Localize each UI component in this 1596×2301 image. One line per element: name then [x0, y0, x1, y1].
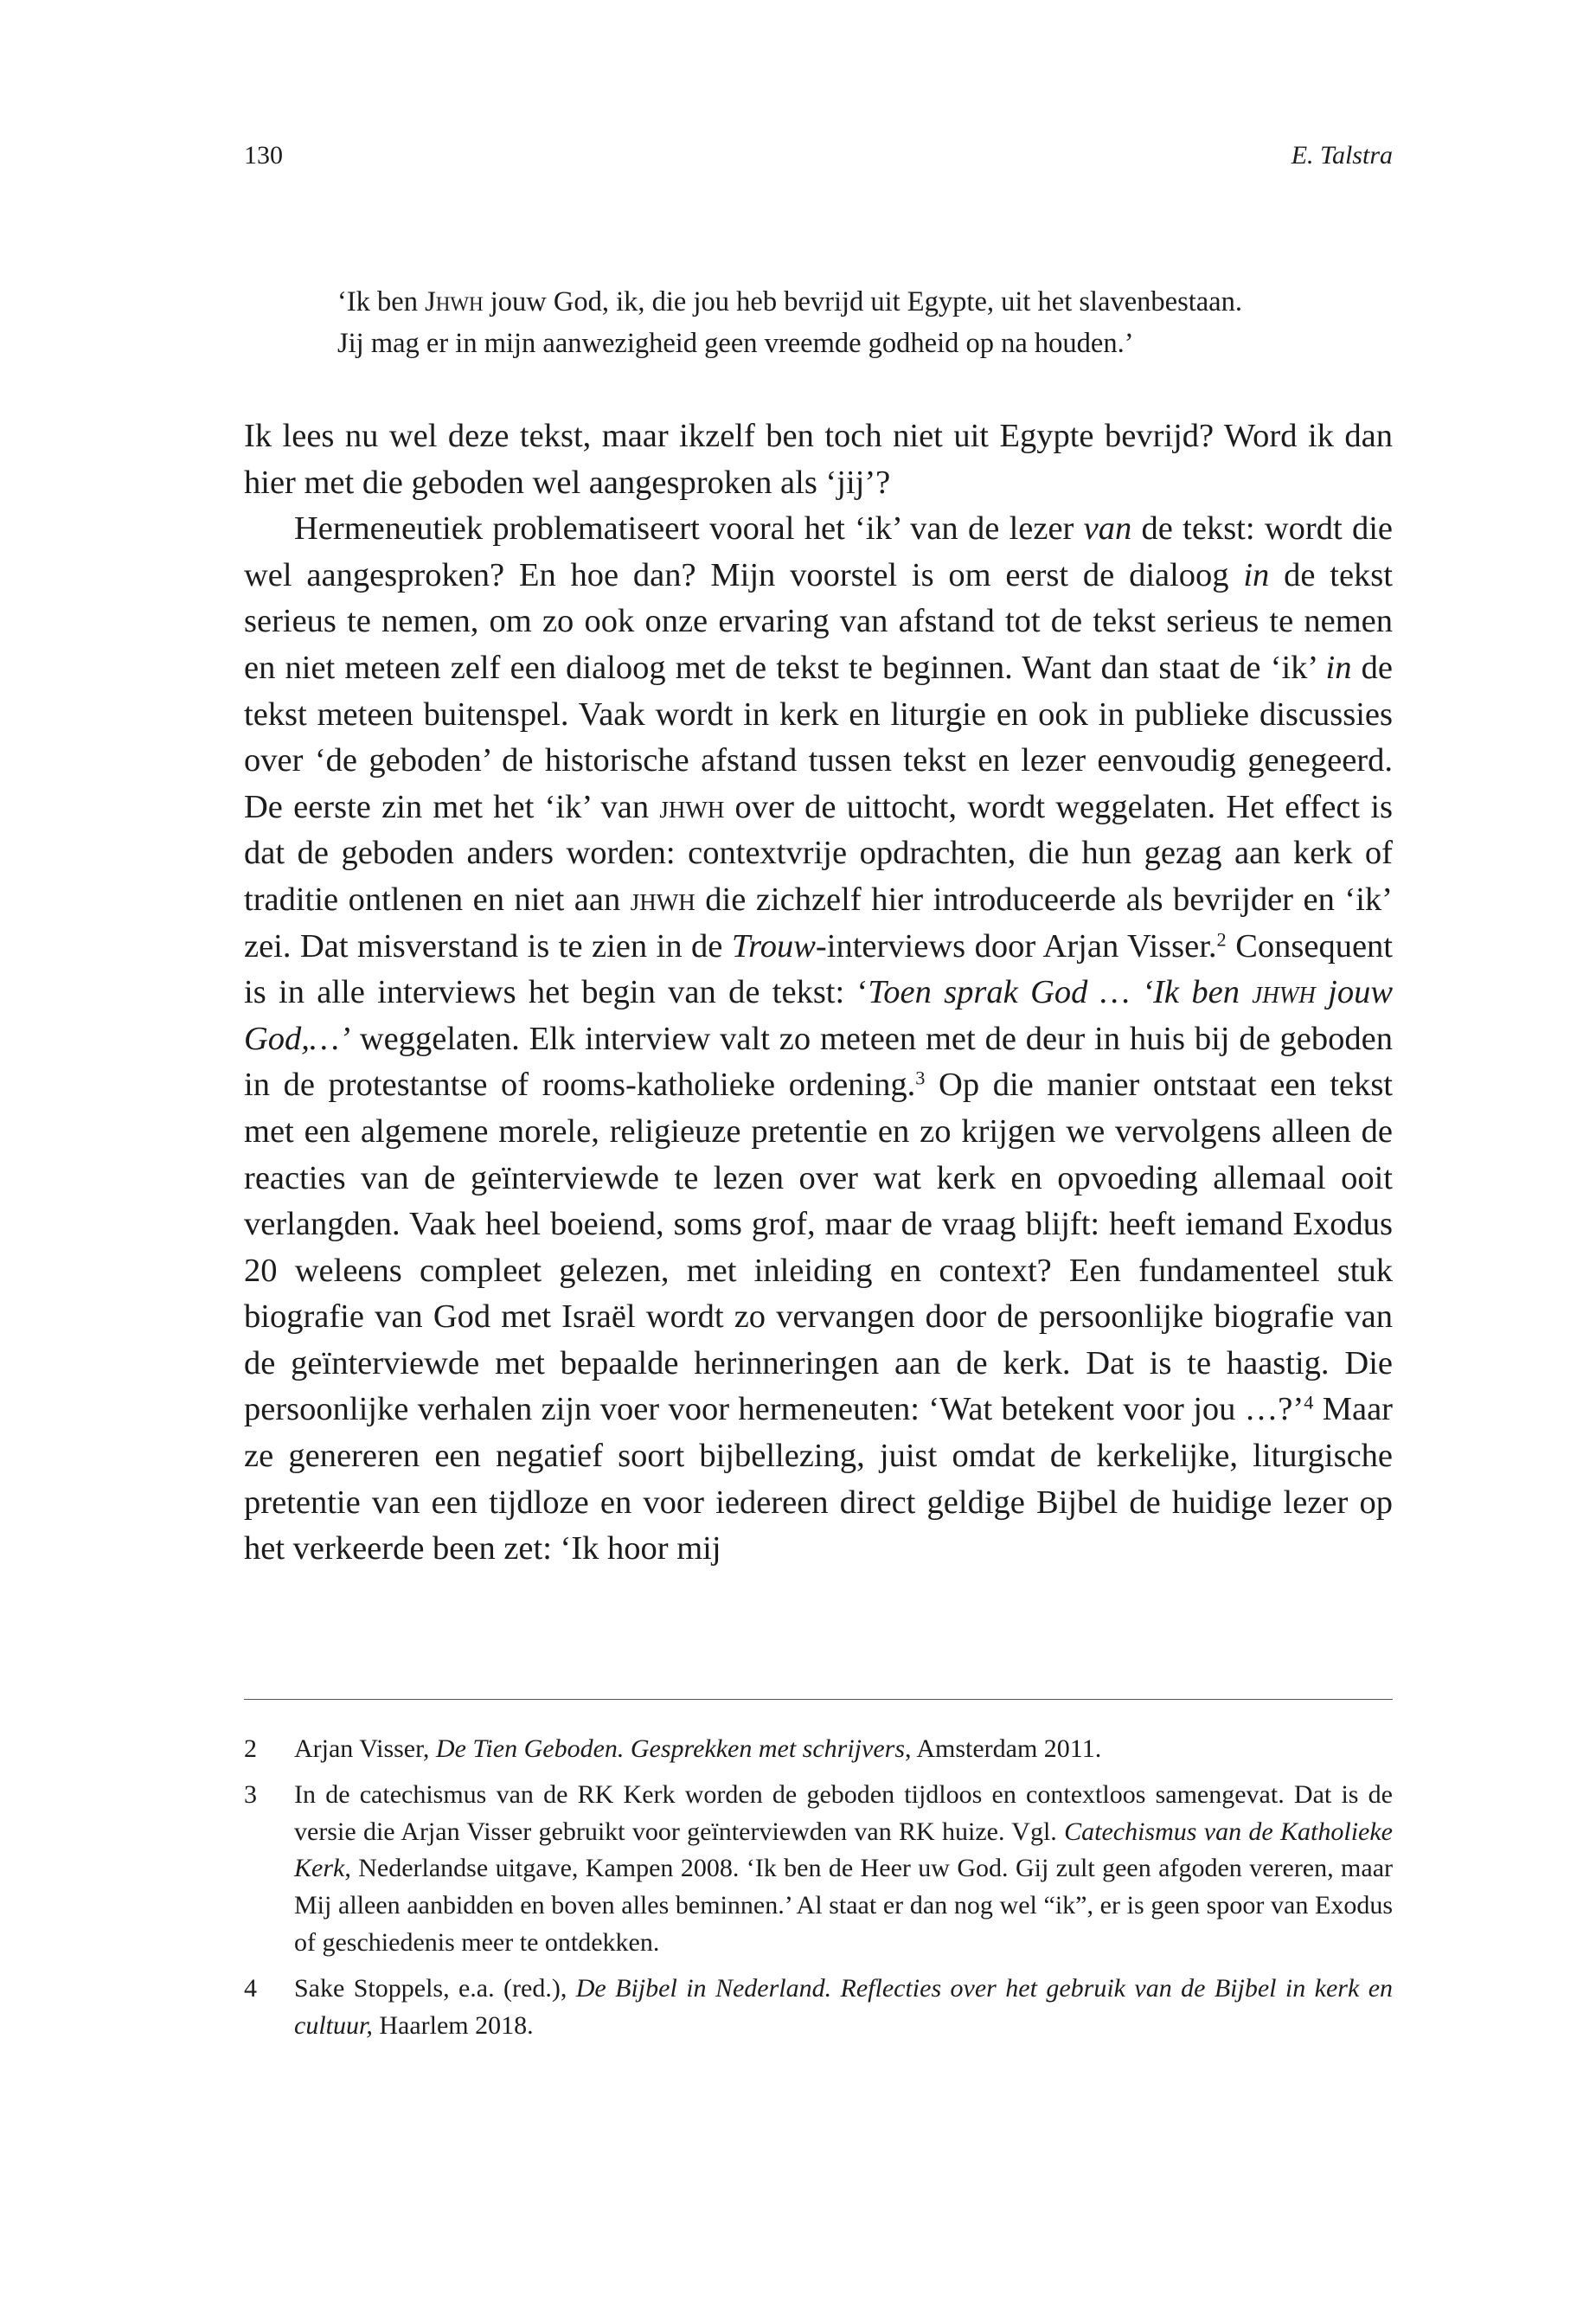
running-head-author: E. Talstra	[1291, 141, 1393, 170]
paragraph-1: Ik lees nu wel deze tekst, maar ikzelf ben toch niet uit Egypte bevrijd? Word ik dan hier met die geboden wel aangesproken als ‘jij’?	[244, 418, 1393, 501]
quote-line-1: ‘Ik ben Jhwh jouw God, ik, die jou heb bevrijd uit Egypte, uit het slavenbestaan.	[337, 286, 1242, 317]
footnote-3: 3 In de catechismus van de RK Kerk worden de geboden tijdloos en contextloos samengevat. Dat is de versie die Arjan Visser gebruikt voor geïnterviewden van RK huize. Vgl. Catechismus van de Katholieke Kerk, Nederlandse uitgave, Kampen 2008. ‘Ik ben de Heer uw God. Gij zult geen afgoden vereren, maar Mij alleen aanbidden en boven alles beminnen.’ Al staat er dan nog wel “ik”, er is geen spoor van Exodus of geschiedenis meer te ontdekken.	[244, 1777, 1393, 1962]
footnote-ref-3[interactable]: 3	[915, 1067, 926, 1090]
small-caps-jhwh: Jhwh	[425, 286, 484, 317]
small-caps-jhwh: jhwh	[630, 881, 695, 918]
small-caps-jhwh: jhwh	[659, 788, 725, 825]
footnote-ref-4[interactable]: 4	[1304, 1392, 1314, 1414]
block-quote	[337, 281, 1393, 364]
body-text	[244, 413, 1393, 1573]
footnote-rule	[244, 1699, 1393, 1700]
small-caps-jhwh: jhwh	[1252, 974, 1316, 1011]
footnote-number: 4	[244, 1973, 257, 2003]
footnote-ref-2[interactable]: 2	[1216, 928, 1227, 951]
footnotes	[244, 1731, 1393, 2053]
paragraph-2: Hermeneutiek problematiseert vooral het ‘ik’ van de lezer van de tekst: wordt die wel aangesproken? En hoe dan? Mijn voorstel is om eerst de dialoog in de tekst serieus te nemen, om zo ook onze ervaring van afstand tot de tekst serieus te nemen en niet meteen zelf een dialoog met de tekst te beginnen. Want dan staat de ‘ik’ in de tekst meteen buitenspel. Vaak wordt in kerk en liturgie en ook in publieke discussies over ‘de geboden’ de historische afstand tussen tekst en lezer eenvoudig genegeerd. De eerste zin met het ‘ik’ van jhwh over de uittocht, wordt weggelaten. Het effect is dat de geboden anders worden: contextvrije opdrachten, die hun gezag aan kerk of traditie ontlenen en niet aan jhwh die zichzelf hier introduceerde als bevrijder en ‘ik’ zei. Dat misverstand is te zien in de Trouw-interviews door Arjan Visser.$^2$ Consequent is in alle interviews het begin van de tekst: ‘Toen sprak God … ‘Ik ben jhwh jouw God,…’ weggelaten. Elk interview valt zo meteen met de deur in huis bij de geboden in de protestantse of rooms-katholieke ordening.$^3$ Op die manier ontstaat een tekst met een algemene morele, religieuze pretentie en zo krijgen we vervolgens alleen de reacties van de geïnterviewde te lezen over wat kerk en opvoeding allemaal ooit verlangden. Vaak heel boeiend, soms grof, maar de vraag blijft: heeft iemand Exodus 20 weleens compleet gelezen, met inleiding en context? Een fundamenteel stuk biografie van God met Israël wordt zo vervangen door de persoonlijke biografie van de geïnterviewde met bepaalde herinneringen aan de kerk. Dat is te haastig. Die persoonlijke verhalen zijn voer voor hermeneuten: ‘Wat betekent voor jou …?’$^4$ Maar ze genereren een negatief soort bijbellezing, juist omdat de kerkelijke, liturgische pretentie van een tijdloze en voor iedereen direct geldige Bijbel de huidige lezer op het verkeerde been zet: ‘Ik hoor mij	[244, 510, 1394, 1567]
footnote-number: 2	[244, 1734, 257, 1763]
quote-line-2: Jij mag er in mijn aanwezigheid geen vreemde godheid op na houden.’	[337, 328, 1134, 359]
footnote-2: 2 Arjan Visser, De Tien Geboden. Gesprekken met schrijvers, Amsterdam 2011.	[244, 1731, 1393, 1768]
footnote-number: 3	[244, 1779, 257, 1809]
running-head	[244, 138, 1393, 173]
footnote-4: 4 Sake Stoppels, e.a. (red.), De Bijbel in Nederland. Reflecties over het gebruik van de Bijbel in kerk en cultuur, Haarlem 2018.	[244, 1971, 1393, 2045]
page-number: 130	[244, 141, 283, 170]
